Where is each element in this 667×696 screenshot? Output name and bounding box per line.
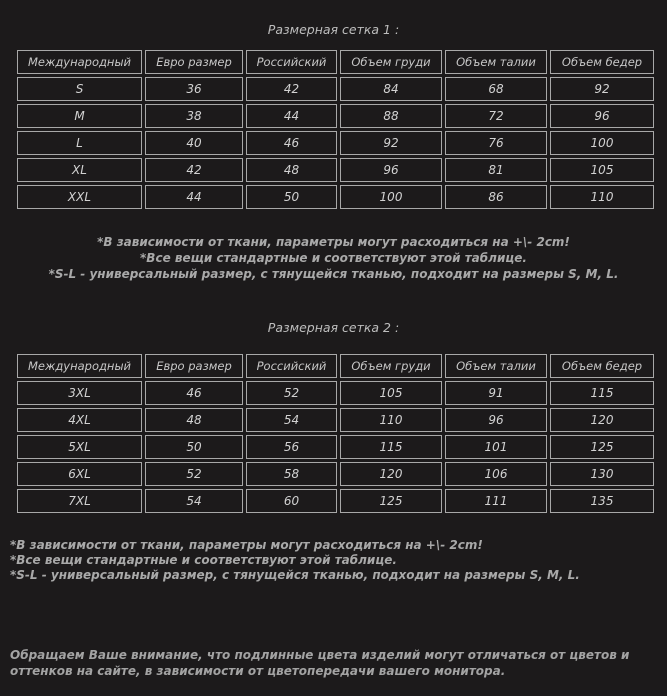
table-cell: 111: [445, 489, 547, 513]
table-cell: 68: [445, 77, 547, 101]
table-row: [17, 408, 654, 432]
header-euro-size: Евро размер: [145, 50, 243, 74]
table-cell: 42: [145, 158, 243, 182]
table-row: [17, 77, 654, 101]
table-cell: 36: [145, 77, 243, 101]
note-line: *В зависимости от ткани, параметры могут расходиться на +\- 2cm!: [10, 538, 483, 552]
header-waist: Объем талии: [445, 354, 547, 378]
table-cell: 91: [445, 381, 547, 405]
size-chart-1-notes: [0, 234, 667, 282]
header-waist: Объем талии: [445, 50, 547, 74]
table-cell: L: [17, 131, 142, 155]
table-cell: 76: [445, 131, 547, 155]
header-russian-size: Российский: [246, 354, 337, 378]
table-cell: 81: [445, 158, 547, 182]
table-cell: 96: [550, 104, 654, 128]
size-chart-2-notes: [10, 538, 660, 583]
table-row: [17, 462, 654, 486]
table-row: [17, 185, 654, 209]
table-cell: 115: [340, 435, 442, 459]
table-cell: 56: [246, 435, 337, 459]
table-cell: 38: [145, 104, 243, 128]
header-euro-size: Евро размер: [145, 354, 243, 378]
table-cell: 6XL: [17, 462, 142, 486]
size-chart-2-title: Размерная сетка 2 :: [267, 320, 400, 335]
table-cell: 92: [550, 77, 654, 101]
table-cell: 50: [145, 435, 243, 459]
table-cell: 42: [246, 77, 337, 101]
table-cell: 96: [445, 408, 547, 432]
table-cell: 115: [550, 381, 654, 405]
table-cell: 60: [246, 489, 337, 513]
note-line: *S-L - универсальный размер, с тянущейся тканью, подходит на размеры S, M, L.: [10, 568, 580, 582]
note-line: *В зависимости от ткани, параметры могут расходиться на +\- 2cm!: [97, 235, 570, 249]
header-hips: Объем бедер: [550, 50, 654, 74]
table-cell: 52: [145, 462, 243, 486]
table-cell: 88: [340, 104, 442, 128]
table-cell: 52: [246, 381, 337, 405]
table-row: [17, 381, 654, 405]
table-cell: 54: [246, 408, 337, 432]
table-cell: 105: [340, 381, 442, 405]
header-chest: Объем груди: [340, 50, 442, 74]
table-cell: 54: [145, 489, 243, 513]
table-cell: 44: [246, 104, 337, 128]
note-line: *Все вещи стандартные и соответствуют этой таблице.: [140, 251, 527, 265]
table-cell: 44: [145, 185, 243, 209]
table-cell: 106: [445, 462, 547, 486]
table-row: [17, 158, 654, 182]
size-chart-1-title: Размерная сетка 1 :: [267, 22, 400, 37]
table-cell: 84: [340, 77, 442, 101]
table-header-row: [17, 354, 654, 378]
table-cell: 110: [340, 408, 442, 432]
table-cell: M: [17, 104, 142, 128]
table-cell: 58: [246, 462, 337, 486]
note-line: *Все вещи стандартные и соответствуют этой таблице.: [10, 553, 397, 567]
table-cell: 48: [145, 408, 243, 432]
note-line: *S-L - универсальный размер, с тянущейся тканью, подходит на размеры S, M, L.: [48, 267, 619, 281]
table-cell: 72: [445, 104, 547, 128]
table-cell: 96: [340, 158, 442, 182]
table-cell: 101: [445, 435, 547, 459]
table-row: [17, 104, 654, 128]
table-cell: 120: [340, 462, 442, 486]
size-chart-2-table: [14, 351, 657, 516]
table-cell: 46: [246, 131, 337, 155]
table-cell: 105: [550, 158, 654, 182]
table-cell: 92: [340, 131, 442, 155]
size-chart-1-table: [14, 47, 657, 212]
table-row: [17, 435, 654, 459]
table-row: [17, 131, 654, 155]
color-disclaimer: Обращаем Ваше внимание, что подлинные цвета изделий могут отличаться от цветов и оттенков на сайте, в зависимости от цветопередачи вашего монитора.: [10, 648, 630, 678]
table-cell: 110: [550, 185, 654, 209]
table-cell: 125: [340, 489, 442, 513]
table-cell: 130: [550, 462, 654, 486]
header-russian-size: Российский: [246, 50, 337, 74]
table-cell: 46: [145, 381, 243, 405]
table-cell: XL: [17, 158, 142, 182]
header-hips: Объем бедер: [550, 354, 654, 378]
table-cell: 120: [550, 408, 654, 432]
header-chest: Объем груди: [340, 354, 442, 378]
header-international: Международный: [17, 354, 142, 378]
table-cell: 125: [550, 435, 654, 459]
table-cell: 100: [340, 185, 442, 209]
table-row: [17, 489, 654, 513]
table-cell: 4XL: [17, 408, 142, 432]
table-cell: 100: [550, 131, 654, 155]
table-cell: 48: [246, 158, 337, 182]
table-cell: 50: [246, 185, 337, 209]
header-international: Международный: [17, 50, 142, 74]
table-cell: 5XL: [17, 435, 142, 459]
table-cell: 3XL: [17, 381, 142, 405]
table-cell: 40: [145, 131, 243, 155]
table-cell: S: [17, 77, 142, 101]
table-cell: 7XL: [17, 489, 142, 513]
table-header-row: [17, 50, 654, 74]
table-cell: 135: [550, 489, 654, 513]
table-cell: XXL: [17, 185, 142, 209]
table-cell: 86: [445, 185, 547, 209]
